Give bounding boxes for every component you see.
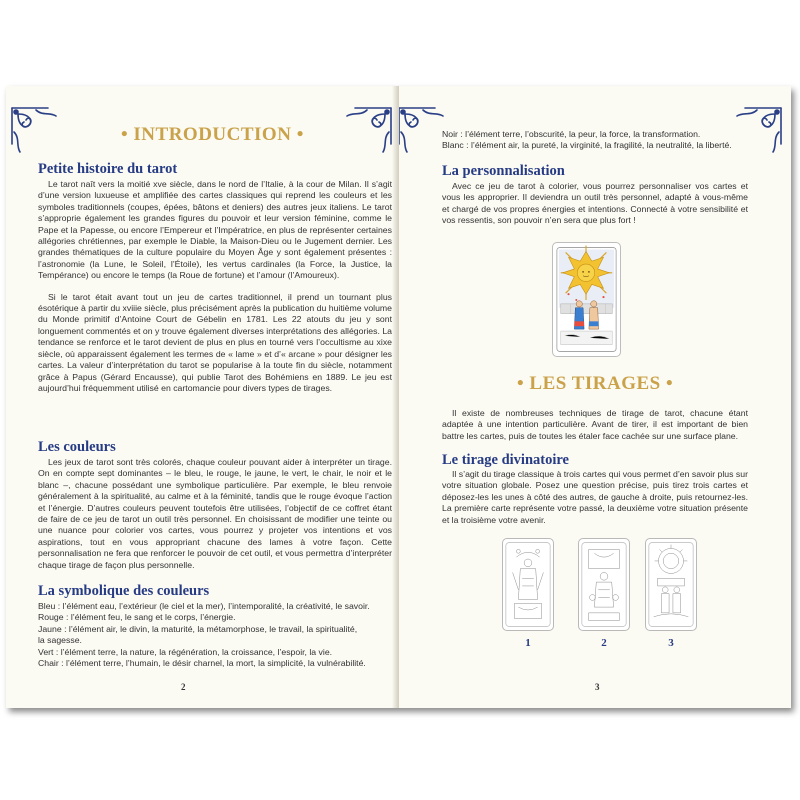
page-number: 3	[595, 682, 600, 692]
tarot-card-outline	[578, 538, 630, 631]
list-item: la sagesse.	[38, 635, 82, 646]
card-number: 1	[525, 637, 531, 649]
left-page	[6, 86, 397, 708]
tarot-card-outline	[645, 538, 697, 631]
list-item: Rouge : l’élément feu, le sang et le corps, l’énergie.	[38, 612, 236, 623]
card-number: 3	[668, 637, 674, 649]
paragraph: Les jeux de tarot sont très colorés, chaque couleur pouvant aider à interpréter un tirage. On en compte sept dominantes – le bleu, le rouge, le jaune, le vert, le chair, le noir et le blanc –, chacune possédant une symbolique particulière. Par exemple, le bleu renvoie généralement à la spiritualité, au calme et à la féminité, tandis que le rouge évoque l’action et l’énergie. D’autres couleurs peuvent toutefois être utilisées, l’objectif de ce coffret étant de faire de ce jeu de tarot un outil très personnel. En choisissant de modifier une teinte ou une nuance pour colorier vos cartes, vous pourrez y projeter vos intentions et vos aspirations, tout en vous appropriant chacune des lames à votre façon. Cette personnalisation ne fera que renforcer le pouvoir de cet outil, et vous permettra d’interpréter chaque tirage de façon plus personnelle.	[38, 457, 392, 570]
list-item: Jaune : l’élément air, le divin, la maturité, la métamorphose, le travail, la spiritualité,	[38, 623, 358, 634]
paragraph: Le tarot naît vers la moitié xve siècle, dans le nord de l’Italie, à la cour de Milan. Il s’agit d’une version luxueuse et amplifiée des cartes classiques qui reprend les couleurs et les symboles traditionnels (coupes, épées, bâtons et deniers) des autres jeux italiens. Le tarot s’approprie également les grandes figures du pouvoir et leur version féminine, comme le Pape et la Papesse, ou encore l’Empereur et l’Impératrice, en plus de représenter certaines allégories chrétiennes, par exemple le Diable, la Maison-Dieu ou le Jugement dernier. Les grandes thématiques de la culture populaire du Moyen Âge y sont également présentes : l’astronomie (la Lune, le Soleil, l’Étoile), les vertus cardinales (la Force, la Justice, la Tempérance) ou encore le temps (la Roue de fortune) et l’amour (l’Amoureux). Si le tarot était avant tout un jeu de cartes traditionnel, il prend un tournant plus ésotérique à partir du xviiie siècle, plus précisément après la publication du huitième volume du Monde primitif d’Antoine Court de Gébelin en 1781. Les 22 atouts du jeu y sont longuement commentés et on y trouve également diverses interprétations des allégories. La tendance se renforce et le tarot devient de plus en plus en tourné vers l’occultisme au xixe siècle, où apparaissent également les termes de « lame » et d’« arcane » pour désigner les cartes. La valeur d’interprétation du tarot se popularise à la toute fin du siècle, notamment grâce à Papus (Gérard Encausse), qui publie Tarot des Bohémiens en 1889. Le jeu est aujourd’hui fréquemment utilisé en cartomancie pour divers types de tirages.	[38, 179, 392, 393]
sun-card-illustration	[552, 242, 621, 357]
corner-ornament-icon	[8, 104, 66, 162]
section-heading: Le tirage divinatoire	[442, 452, 569, 468]
title-text: INTRODUCTION	[133, 124, 292, 145]
color-symbolism-list	[442, 129, 742, 152]
section-heading: Petite histoire du tarot	[38, 161, 178, 177]
right-page	[399, 86, 791, 708]
list-item: Vert : l’élément terre, la nature, la régénération, la croissance, l’espoir, la vie.	[38, 646, 333, 657]
list-item: Chair : l’élément terre, l’humain, le désir charnel, la mort, la simplicité, la vulnérabilité.	[38, 658, 366, 669]
tarot-card-outline	[502, 538, 554, 631]
corner-ornament-icon	[337, 104, 395, 162]
section-heading: Les couleurs	[38, 439, 116, 455]
list-item: Bleu : l’élément eau, l’extérieur (le ciel et la mer), l’intemporalité, la créativité, le savoir.	[38, 601, 370, 611]
page-title: • LES TIRAGES •	[517, 373, 674, 394]
paragraph: Avec ce jeu de tarot à colorier, vous pourrez personnaliser vos cartes et vous les approprier. Il deviendra un outil très personnel, adapté à vous-même et chargé de vos propres énergies et intentions. Connecté à votre sensibilité et vos ressentis, son pouvoir n’en sera que plus fort !	[442, 181, 748, 226]
color-symbolism-list	[38, 601, 392, 669]
paragraph: Il existe de nombreuses techniques de tirage de tarot, chacune étant adaptée à une intention particulière. Avant de tirer, il est important de bien battre les cartes, puis de toutes les étaler face cachée sur une surface plane.	[442, 408, 748, 441]
booklet-spread	[6, 86, 791, 708]
card-number: 2	[601, 637, 607, 649]
title-text: LES TIRAGES	[529, 373, 661, 394]
paragraph: Il s’agit du tirage classique à trois cartes qui vous permet d’en savoir plus sur votre situation globale. Posez une question précise, puis tirez trois cartes et déposez-les les unes à côté des autres, de gauche à droite, puis retournez-les. La première carte représente votre passé, la deuxième votre situation présente et la troisième votre avenir.	[442, 469, 748, 525]
section-heading: La personnalisation	[442, 163, 565, 179]
list-item: Noir : l’élément terre, l’obscurité, la peur, la force, la transformation.	[442, 129, 701, 139]
page-number: 2	[181, 682, 186, 692]
section-heading: La symbolique des couleurs	[38, 583, 210, 599]
list-item: Blanc : l’élément air, la pureté, la virginité, la fragilité, la neutralité, la liberté.	[442, 140, 732, 151]
page-title: • INTRODUCTION •	[121, 124, 304, 145]
